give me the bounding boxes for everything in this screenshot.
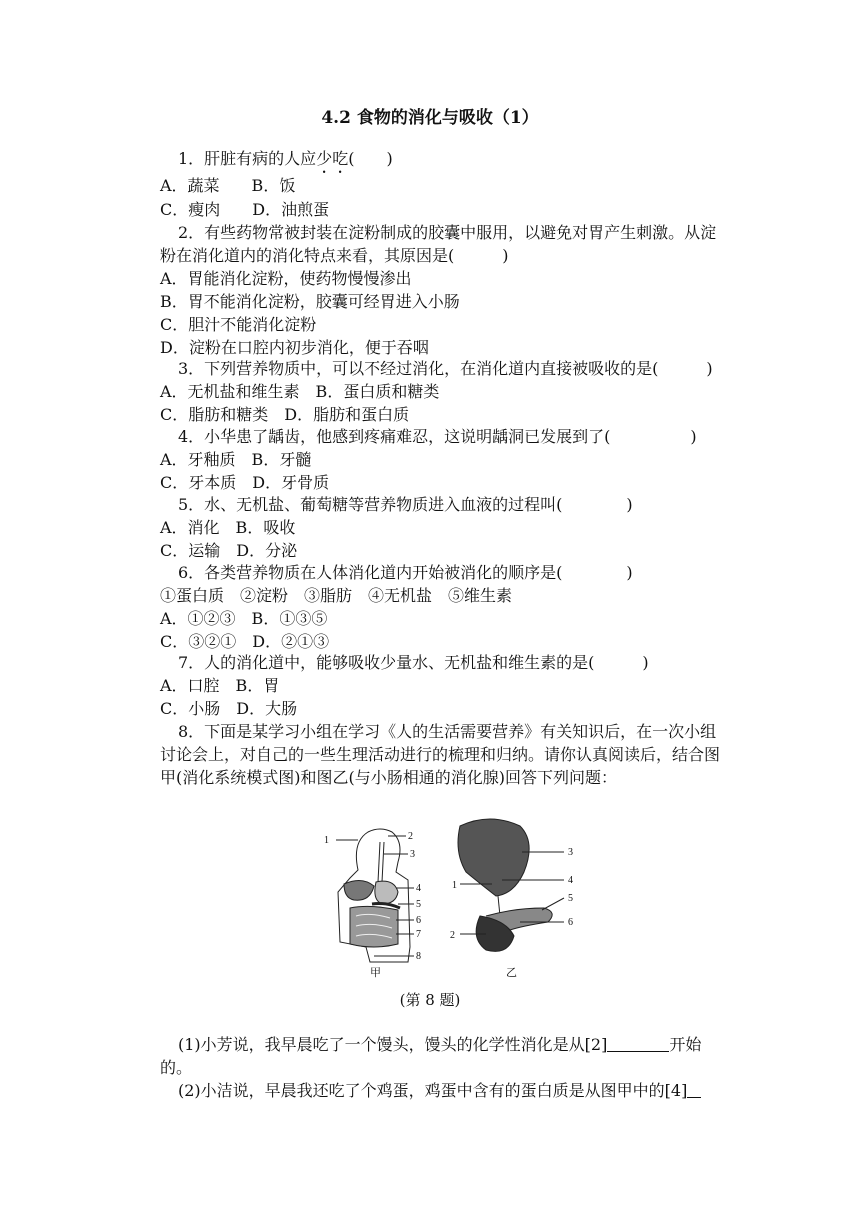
jia-label-7: 7 — [416, 929, 421, 940]
q5-stem: 5．水、无机盐、葡萄糖等营养物质进入血液的过程叫( ) — [178, 495, 633, 514]
jia-label-1: 1 — [324, 835, 329, 846]
yi-label-3: 3 — [568, 847, 573, 858]
yi-label-1: 1 — [452, 880, 457, 891]
jia-label-2: 2 — [408, 831, 413, 842]
digestive-system-figure — [310, 812, 610, 982]
q5-option-cd: C．运输 D．分泌 — [160, 541, 298, 560]
q8-stem-line3: 甲(消化系统模式图)和图乙(与小肠相通的消化腺)回答下列问题： — [160, 768, 617, 787]
yi-label-6: 6 — [568, 917, 573, 928]
yi-label-5: 5 — [568, 893, 573, 904]
q1-option-ab: A．蔬菜 B．饭 — [160, 176, 296, 195]
yi-label-4: 4 — [568, 875, 573, 886]
jia-label-8: 8 — [416, 951, 421, 962]
answer-blank[interactable] — [687, 1081, 701, 1098]
q6-stem: 6．各类营养物质在人体消化道内开始被消化的顺序是( ) — [178, 563, 633, 582]
figure-yi-digestive-glands — [458, 819, 564, 951]
jia-label-4: 4 — [416, 883, 421, 894]
q3-option-ab: A．无机盐和维生素 B．蛋白质和糖类 — [160, 382, 440, 401]
jia-label-3: 3 — [410, 849, 415, 860]
q1-option-cd: C．瘦肉 D．油煎蛋 — [160, 200, 330, 219]
q8-sub1-line2: 的。 — [160, 1058, 193, 1077]
q5-option-ab: A．消化 B．吸收 — [160, 518, 296, 537]
figure-jia-digestive-system — [336, 829, 414, 962]
q8-stem-line2: 讨论会上，对自己的一些生理活动进行的梳理和归纳。请你认真阅读后，结合图 — [160, 745, 721, 764]
answer-blank[interactable] — [607, 1035, 669, 1052]
q8-sub2-line1: (2)小洁说，早晨我还吃了个鸡蛋，鸡蛋中含有的蛋白质是从图甲中的[4] — [178, 1080, 701, 1102]
jia-label-6: 6 — [416, 915, 421, 926]
q2-option-d: D．淀粉在口腔内初步消化，便于吞咽 — [160, 338, 429, 357]
figure-jia-title: 甲 — [370, 967, 381, 979]
q4-option-cd: C．牙本质 D．牙骨质 — [160, 473, 330, 492]
q7-option-cd: C．小肠 D．大肠 — [160, 699, 298, 718]
q1-emphasis: 少吃 — [316, 149, 349, 168]
q1-stem: 1．肝脏有病的人应少吃( ) — [178, 149, 393, 168]
q4-option-ab: A．牙釉质 B．牙髓 — [160, 450, 312, 469]
figure-yi-title: 乙 — [506, 967, 517, 979]
q3-stem: 3．下列营养物质中，可以不经过消化，在消化道内直接被吸收的是( ) — [178, 359, 713, 378]
q7-option-ab: A．口腔 B．胃 — [160, 676, 280, 695]
q7-stem: 7．人的消化道中，能够吸收少量水、无机盐和维生素的是( ) — [178, 653, 649, 672]
q8-stem-line1: 8．下面是某学习小组在学习《人的生活需要营养》有关知识后，在一次小组 — [178, 722, 717, 741]
q8-sub1-line1: (1)小芳说，我早晨吃了一个馒头，馒头的化学性消化是从[2] 开始 — [178, 1035, 702, 1054]
page-title: 4.2 食物的消化与吸收（1） — [321, 108, 539, 128]
q2-option-c: C．胆汁不能消化淀粉 — [160, 315, 317, 334]
q2-option-b: B．胃不能消化淀粉，胶囊可经胃进入小肠 — [160, 292, 460, 311]
q6-option-ab: A．①②③ B．①③⑤ — [160, 609, 328, 628]
q2-stem-line1: 2．有些药物常被封装在淀粉制成的胶囊中服用，以避免对胃产生刺激。从淀 — [178, 223, 717, 242]
jia-label-5: 5 — [416, 899, 421, 910]
q2-stem-line2: 粉在消化道内的消化特点来看，其原因是( ) — [160, 246, 509, 265]
figure-caption: (第 8 题) — [399, 991, 461, 1009]
q2-option-a: A．胃能消化淀粉，使药物慢慢渗出 — [160, 269, 412, 288]
q6-option-cd: C．③②① D．②①③ — [160, 632, 330, 651]
q4-stem: 4．小华患了龋齿，他感到疼痛难忍，这说明龋洞已发展到了( ) — [178, 427, 697, 446]
yi-label-2: 2 — [450, 930, 455, 941]
q6-items: ①蛋白质 ②淀粉 ③脂肪 ④无机盐 ⑤维生素 — [160, 586, 513, 605]
q3-option-cd: C．脂肪和糖类 D．脂肪和蛋白质 — [160, 405, 410, 424]
